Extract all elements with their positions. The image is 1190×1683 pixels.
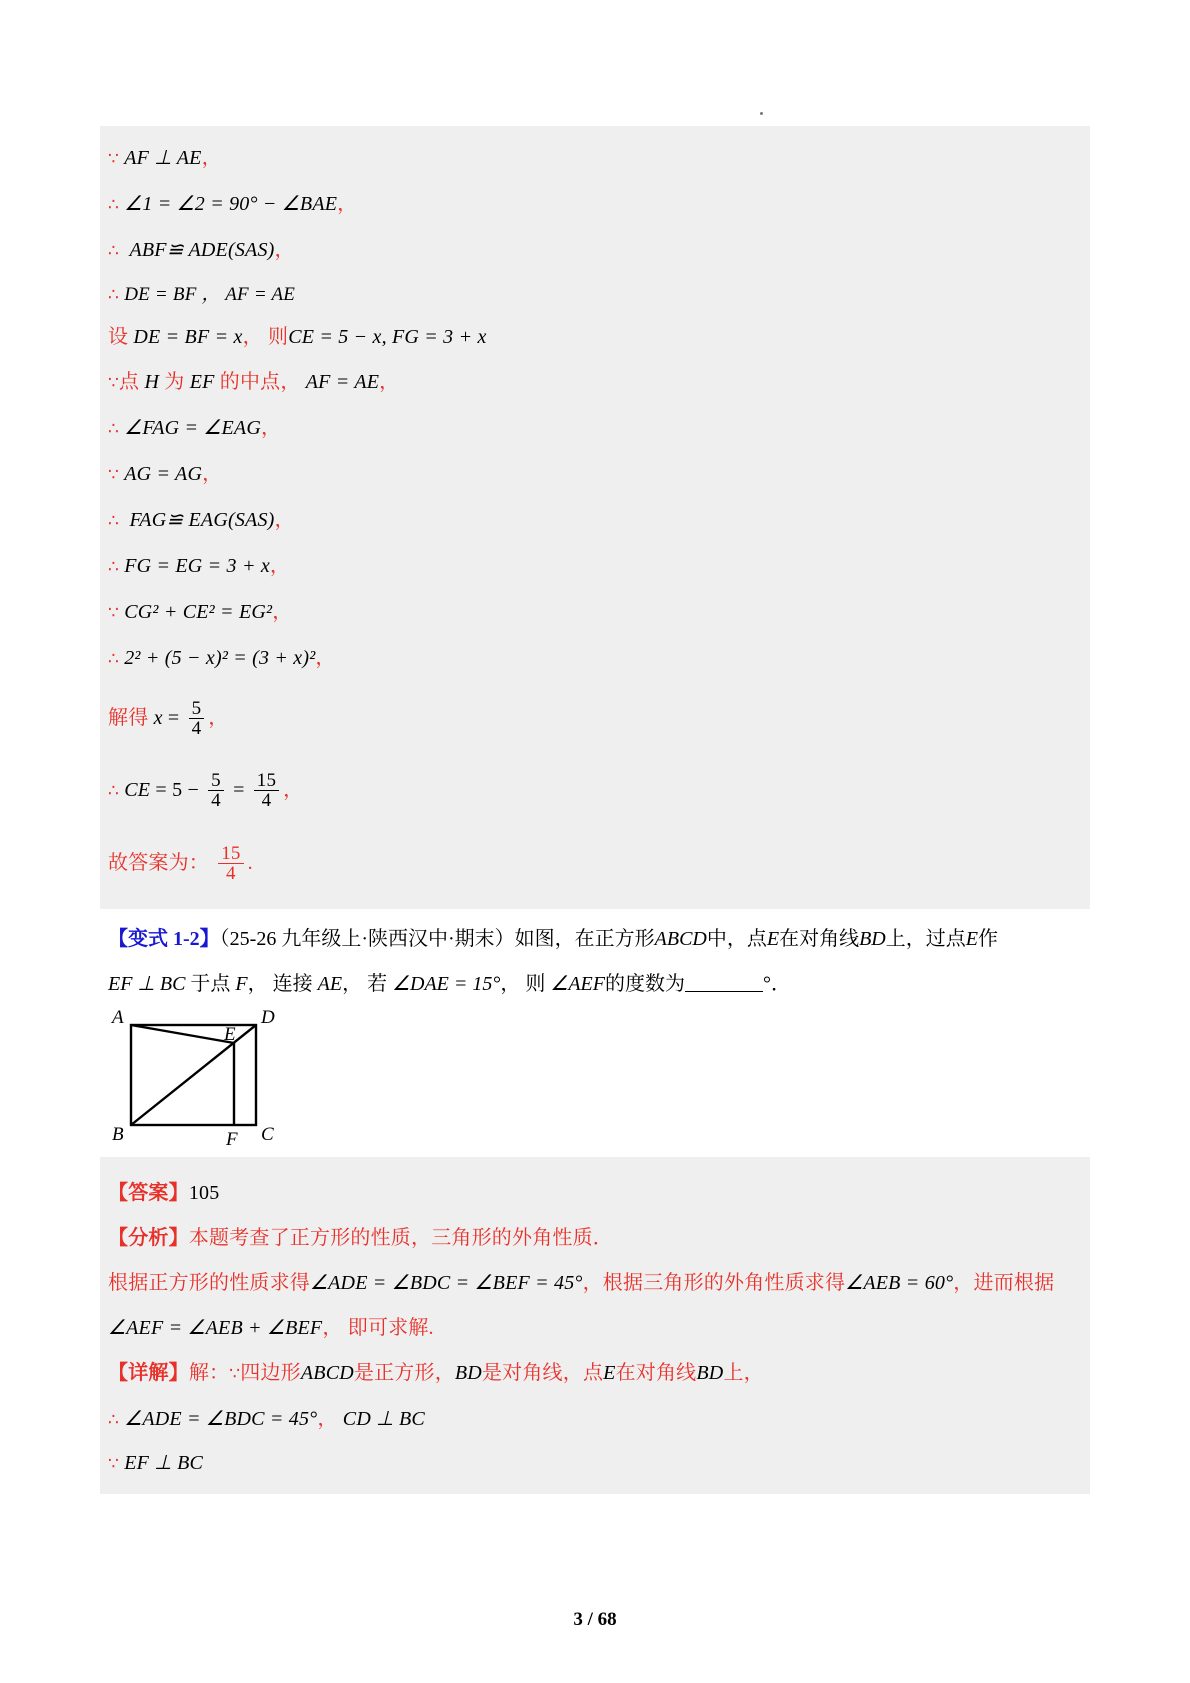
- line-comma: ，: [269, 555, 291, 577]
- math-bd: BD: [454, 1362, 482, 1384]
- proof-line-8: [100, 452, 1090, 498]
- math-expression: ABF≌ ADE(SAS): [129, 239, 275, 261]
- detail-seg-5: 上，: [723, 1362, 764, 1384]
- therefore-symbol: ∴: [108, 195, 120, 215]
- fraction-denominator: 4: [254, 790, 279, 810]
- math-h: H: [144, 371, 160, 393]
- analysis-seg-2: ，根据三角形的外角性质求得: [582, 1272, 846, 1294]
- detail-tag: 【详解】: [108, 1362, 189, 1384]
- math-abcd: ABCD: [654, 928, 707, 950]
- math-angle-aeb: ∠AEB = 60°: [845, 1272, 954, 1294]
- proof-line-7: [100, 406, 1090, 452]
- math-angle-sum: ∠AEF = ∠AEB + ∠BEF: [108, 1317, 323, 1339]
- analysis-row: [100, 1216, 1090, 1261]
- solution-block-2: [100, 1157, 1090, 1494]
- text-at-point: 于点: [190, 973, 231, 995]
- math-expression-2: CE = 5 − x, FG = 3 + x: [288, 326, 487, 348]
- analysis-seg-4: ， 即可求解.: [322, 1317, 434, 1339]
- because-symbol: ∵: [108, 465, 120, 485]
- variant-problem-line-1: [100, 917, 1090, 962]
- line-comma: ，: [337, 193, 358, 215]
- point-label-f: F: [226, 1129, 238, 1150]
- answer-row: [100, 1171, 1090, 1216]
- variant-text-4: 上，过点: [885, 928, 966, 950]
- variant-text-3: 在对角线: [779, 928, 860, 950]
- line-comma: ，: [208, 707, 229, 729]
- therefore-symbol: ∴: [108, 419, 120, 439]
- fraction-numerator: 15: [256, 769, 277, 791]
- math-e: E: [766, 928, 780, 950]
- text-then: ， 则: [500, 973, 546, 995]
- analysis-seg-3: ，进而根据: [953, 1272, 1055, 1294]
- line-comma: ，: [317, 1408, 338, 1430]
- math-expression: FG = EG = 3 + x: [124, 555, 270, 577]
- text-degree-is: 的度数为: [604, 973, 685, 995]
- proof-line-6: [100, 360, 1090, 406]
- math-expression: ∠1 = ∠2 = 90° − ∠BAE: [124, 193, 338, 215]
- fraction-five-fourths: [208, 771, 224, 811]
- math-af-ae: AF = AE: [305, 371, 380, 393]
- fraction-fifteen-fourths: [218, 844, 243, 884]
- therefore-symbol: ∴: [108, 241, 120, 261]
- line-comma: ，: [260, 417, 282, 439]
- because-symbol: ∵: [229, 1364, 241, 1384]
- math-abcd: ABCD: [300, 1362, 354, 1384]
- math-expression: ∠FAG = ∠EAG: [124, 417, 261, 439]
- vertex-label-d: D: [261, 1007, 275, 1028]
- detail-lead: 解：: [188, 1362, 230, 1384]
- answer-prefix: 故答案为：: [108, 852, 209, 874]
- detail-seg-2: 是正方形，: [353, 1362, 455, 1384]
- fraction-denominator: 4: [189, 718, 205, 738]
- math-angle-aef: ∠AEF: [550, 973, 605, 995]
- is-midpoint-cn: 为: [164, 371, 185, 393]
- equals-sign: =: [233, 779, 245, 801]
- fraction-numerator: 5: [211, 769, 221, 791]
- variant-problem-line-2: [100, 962, 1090, 1007]
- text-connect: ， 连接: [247, 973, 313, 995]
- variant-text-5: 作: [977, 928, 998, 950]
- math-expression: FAG≌ EAG(SAS): [129, 509, 275, 531]
- point-label-e: E: [224, 1024, 236, 1045]
- math-expression: 2² + (5 − x)² = (3 + x)²: [124, 647, 316, 669]
- analysis-text: 本题考查了正方形的性质，三角形的外角性质．: [188, 1227, 614, 1249]
- because-symbol: ∵: [108, 603, 120, 623]
- then-connector: ， 则: [242, 326, 289, 348]
- math-expression: AG = AG: [124, 463, 203, 485]
- geometry-svg: [106, 1007, 366, 1157]
- math-e: E: [603, 1362, 616, 1384]
- line-comma: ，: [283, 779, 304, 801]
- analysis-seg-1: 根据正方形的性质求得: [108, 1272, 310, 1294]
- analysis-body-line-1: [100, 1261, 1090, 1306]
- page-content: [100, 0, 1090, 1494]
- diagonal-bd: [131, 1025, 256, 1125]
- line-comma: ，: [274, 509, 295, 531]
- math-e-2: E: [965, 928, 978, 950]
- vertex-label-c: C: [261, 1124, 274, 1145]
- variable-x: x: [153, 707, 163, 729]
- math-ae: AE: [317, 973, 343, 995]
- equals-sign: =: [167, 707, 180, 729]
- line-comma: ，: [272, 601, 293, 623]
- math-cd-perp-bc: CD ⊥ BC: [342, 1408, 425, 1430]
- text-if: ， 若: [342, 973, 388, 995]
- math-angles-45: ∠ADE = ∠BDC = ∠BEF = 45°: [310, 1272, 583, 1294]
- therefore-symbol: ∴: [108, 649, 120, 669]
- fraction-numerator: 5: [191, 697, 202, 719]
- detail-line-3: [100, 1443, 1090, 1484]
- line-comma: ，: [202, 463, 223, 485]
- proof-line-9: [100, 498, 1090, 544]
- segment-ae: [131, 1025, 234, 1043]
- analysis-tag: 【分析】: [108, 1227, 189, 1249]
- midpoint-suffix-cn: 的中点，: [219, 371, 301, 393]
- variant-text-1: 如图，在正方形: [514, 928, 655, 950]
- proof-line-5: [100, 315, 1090, 360]
- detail-row: [100, 1351, 1090, 1397]
- line-comma: ，: [201, 147, 222, 169]
- math-angle-ade: ∠ADE = ∠BDC = 45°: [124, 1408, 318, 1430]
- therefore-symbol: ∴: [108, 285, 120, 305]
- therefore-symbol: ∴: [108, 511, 120, 531]
- line-comma: ，: [274, 239, 295, 261]
- proof-line-1: [100, 136, 1090, 182]
- because-symbol: ∵: [108, 1454, 120, 1474]
- point-label-cn: 点: [119, 371, 140, 393]
- proof-line-3: [100, 228, 1090, 274]
- vertex-label-b: B: [112, 1124, 124, 1145]
- therefore-because-symbol: ∵: [108, 149, 120, 169]
- proof-line-12: [100, 636, 1090, 682]
- page-number: 3 / 68: [573, 1609, 617, 1630]
- period: .: [247, 852, 253, 874]
- math-ef: EF: [189, 371, 215, 393]
- proof-line-2: [100, 182, 1090, 228]
- analysis-body-line-2: [100, 1306, 1090, 1351]
- square-abcd-figure: [106, 1007, 1090, 1157]
- math-ef-perp-bc: EF ⊥ BC: [124, 1452, 204, 1474]
- math-f: F: [235, 973, 248, 995]
- final-answer-line: [100, 827, 1090, 899]
- therefore-symbol: ∴: [108, 1410, 120, 1430]
- math-ef-perp-bc: EF ⊥ BC: [108, 973, 186, 995]
- fraction-denominator: 4: [218, 863, 243, 883]
- answer-value: 105: [188, 1182, 220, 1204]
- solution-block-1: [100, 126, 1090, 909]
- because-symbol: ∵: [108, 373, 120, 393]
- detail-seg-3: 是对角线，点: [481, 1362, 604, 1384]
- variant-text-2: 中，点: [706, 928, 767, 950]
- answer-tag: 【答案】: [108, 1182, 189, 1204]
- math-angle-dae: ∠DAE = 15°: [392, 973, 501, 995]
- math-expression: DE = BF = x: [133, 326, 243, 348]
- math-ce: CE: [124, 779, 151, 801]
- line-comma: ，: [315, 647, 336, 669]
- solve-x-line: [100, 682, 1090, 754]
- ce-value-line: [100, 754, 1090, 827]
- math-expression: DE = BF ， AF = AE: [124, 284, 296, 305]
- line-comma: ，: [379, 371, 400, 393]
- detail-seg-1: 四边形: [240, 1362, 301, 1384]
- set-prefix: 设: [108, 326, 129, 348]
- math-bd-2: BD: [696, 1362, 724, 1384]
- degree-unit: °．: [762, 973, 791, 995]
- answer-blank[interactable]: [685, 974, 763, 992]
- equation-part-1: = 5 −: [155, 779, 199, 801]
- detail-line-2: [100, 1397, 1090, 1443]
- math-expression: AF ⊥ AE: [124, 147, 202, 169]
- proof-line-11: [100, 590, 1090, 636]
- math-expression: CG² + CE² = EG²: [124, 601, 273, 623]
- math-bd: BD: [859, 928, 886, 950]
- therefore-symbol: ∴: [108, 781, 120, 801]
- fraction-denominator: 4: [208, 790, 224, 810]
- fraction-five-fourths: [189, 699, 205, 739]
- fraction-fifteen-fourths: [254, 771, 279, 811]
- proof-line-4: [100, 274, 1090, 315]
- fraction-numerator: 15: [221, 842, 241, 864]
- therefore-symbol: ∴: [108, 557, 120, 577]
- variant-tag: 【变式 1-2】: [108, 928, 220, 950]
- proof-line-10: [100, 544, 1090, 590]
- detail-seg-4: 在对角线: [615, 1362, 697, 1384]
- variant-problem-section: [100, 909, 1090, 1157]
- vertex-label-a: A: [112, 1007, 124, 1028]
- variant-source: （25-26 九年级上·陕西汉中·期末）: [219, 928, 515, 950]
- solve-prefix: 解得: [108, 707, 149, 729]
